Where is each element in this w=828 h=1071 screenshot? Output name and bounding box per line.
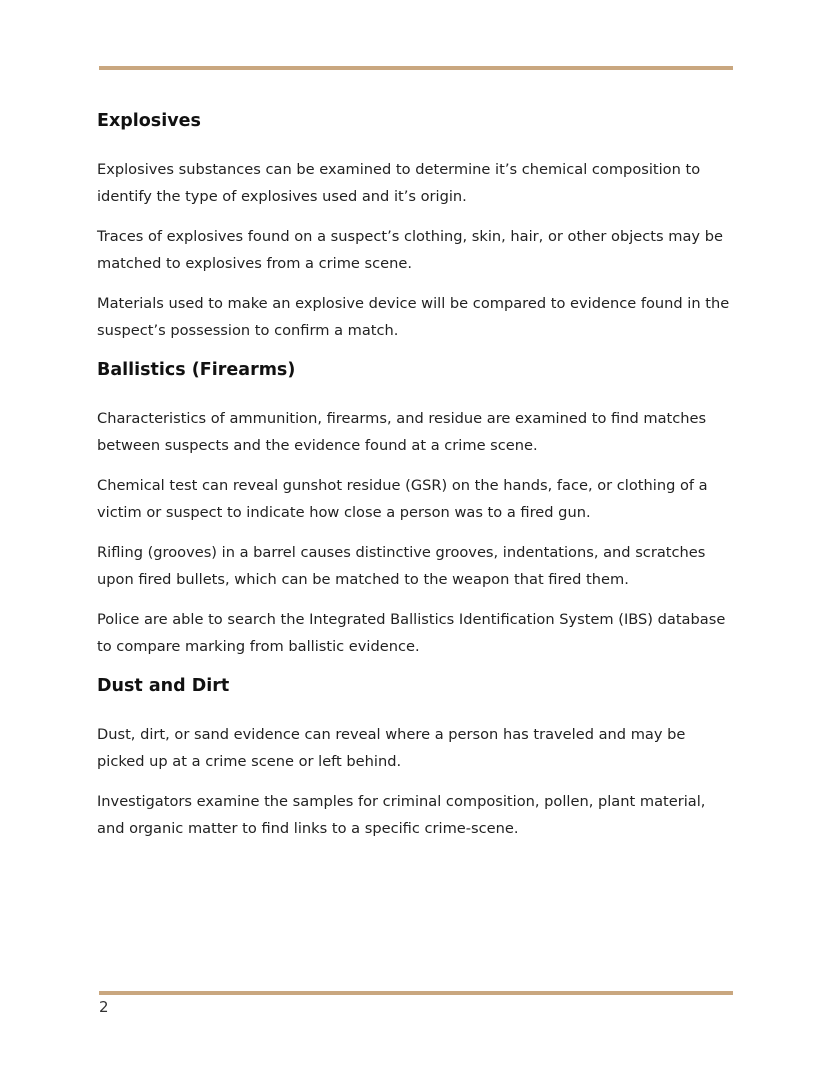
- section-explosives: [97, 108, 737, 344]
- footer-rule: [99, 991, 733, 995]
- section-ballistics: [97, 357, 737, 660]
- header-rule: [99, 66, 733, 70]
- paragraph: Dust, dirt, or sand evidence can reveal where a person has traveled and may be picked up at a crime scene or left behind.: [97, 726, 686, 770]
- paragraph: Chemical test can reveal gunshot residue (GSR) on the hands, face, or clothing of a victim or suspect to indicate how close a person was to a fired gun.: [97, 477, 708, 521]
- paragraph: Characteristics of ammunition, firearms, and residue are examined to find matches between suspects and the evidence found at a crime scene.: [97, 410, 707, 454]
- section-heading: Dust and Dirt: [97, 676, 230, 696]
- section-dust-and-dirt: [97, 673, 737, 842]
- section-heading: Explosives: [97, 111, 201, 131]
- paragraph: Materials used to make an explosive device will be compared to evidence found in the suspect’s possession to confirm a match.: [97, 295, 730, 339]
- paragraph: Police are able to search the Integrated Ballistics Identification System (IBS) database to compare marking from ballistic evidence.: [97, 611, 726, 655]
- page-number: 2: [99, 998, 109, 1016]
- paragraph: Rifling (grooves) in a barrel causes distinctive grooves, indentations, and scratches upon fired bullets, which can be matched to the weapon that fired them.: [97, 544, 706, 588]
- paragraph: Explosives substances can be examined to determine it’s chemical composition to identify the type of explosives used and it’s origin.: [97, 161, 701, 205]
- paragraph: Investigators examine the samples for criminal composition, pollen, plant material, and organic matter to find links to a specific crime-scene.: [97, 793, 706, 837]
- section-heading: Ballistics (Firearms): [97, 360, 296, 380]
- document-body: [97, 108, 737, 855]
- paragraph: Traces of explosives found on a suspect’s clothing, skin, hair, or other objects may be matched to explosives from a crime scene.: [97, 228, 723, 272]
